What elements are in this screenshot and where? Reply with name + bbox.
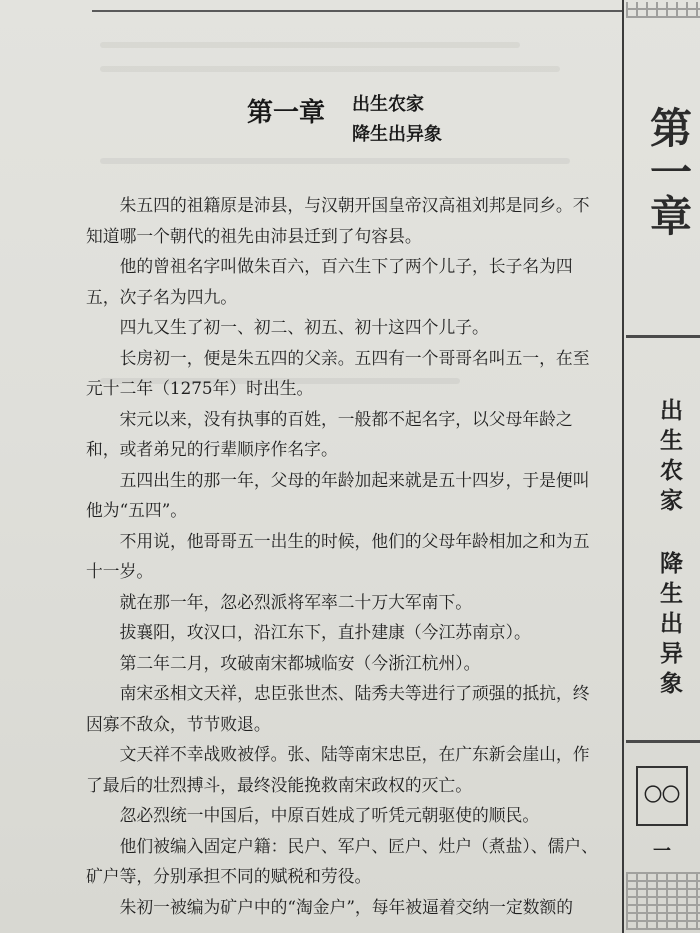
paragraph: 长房初一，便是朱五四的父亲。五四有一个哥哥名叫五一，在至元十二年（1275年）时出生。 <box>86 347 590 398</box>
chapter-title-line-1: 出生农家 <box>352 94 424 115</box>
paragraph: 他的曾祖名字叫做朱百六，百六生下了两个儿子，长子名为四五，次子名为四九。 <box>86 256 573 307</box>
side-rule <box>622 0 624 933</box>
page-number: 〇〇一 <box>636 766 688 826</box>
paragraph: 宋元以来，没有执事的百姓，一般都不起名字，以父母年龄之和，或者弟兄的行辈顺序作名字。 <box>86 408 573 459</box>
bleed-through-line <box>100 158 570 164</box>
sidebar-divider <box>626 335 700 338</box>
bleed-through-line <box>100 42 520 48</box>
body-text <box>86 190 606 922</box>
paragraph: 忽必烈统一中国后，中原百姓成了听凭元朝驱使的顺民。 <box>119 805 540 825</box>
paragraph: 四九又生了初一、初二、初五、初十这四个儿子。 <box>119 317 489 337</box>
paragraph: 就在那一年，忽必烈派将军率二十万大军南下。 <box>119 591 473 612</box>
paragraph: 南宋丞相文天祥，忠臣张世杰、陆秀夫等进行了顽强的抵抗，终因寡不敌众，节节败退。 <box>86 683 590 734</box>
sidebar-chapter-label: 第一章 <box>644 106 693 238</box>
fret-pattern-bottom <box>626 872 700 930</box>
chapter-title <box>352 90 442 150</box>
paragraph: 第二年二月，攻破南宋都城临安（今浙江杭州）。 <box>119 652 481 673</box>
chapter-label: 第一章 <box>247 98 326 128</box>
paragraph: 他们被编入固定户籍：民户、军户、匠户、灶户（煮盐）、儒户、矿户等，分别承担不同的赋税和劳役。 <box>86 835 598 886</box>
paragraph: 不用说，他哥哥五一出生的时候，他们的父母年龄相加之和为五十一岁。 <box>86 530 590 581</box>
paragraph: 文天祥不幸战败被俘。张、陆等南宋忠臣，在广东新会崖山，作了最后的壮烈搏斗，最终没能挽救南宋政权的灭亡。 <box>86 744 590 795</box>
paragraph: 五四出生的那一年，父母的年龄加起来就是五十四岁，于是便叫他为“五四”。 <box>86 469 590 520</box>
top-rule <box>92 10 622 12</box>
fret-pattern-top <box>626 2 700 18</box>
sidebar-chapter-title: 出生农家 降生出异象 <box>656 398 682 701</box>
paragraph: 朱五四的祖籍原是沛县，与汉朝开国皇帝汉高祖刘邦是同乡。不知道哪一个朝代的祖先由沛县迁到了句容县。 <box>86 195 590 246</box>
paragraph: 朱初一被编为矿户中的“淘金户”，每年被逼着交纳一定数额的 <box>119 896 574 917</box>
sidebar-divider <box>626 740 700 743</box>
chapter-title-line-2: 降生出异象 <box>352 124 442 145</box>
bleed-through-line <box>100 66 560 72</box>
paragraph: 拔襄阳，攻汉口，沿江东下，直扑建康（今江苏南京）。 <box>119 622 531 642</box>
